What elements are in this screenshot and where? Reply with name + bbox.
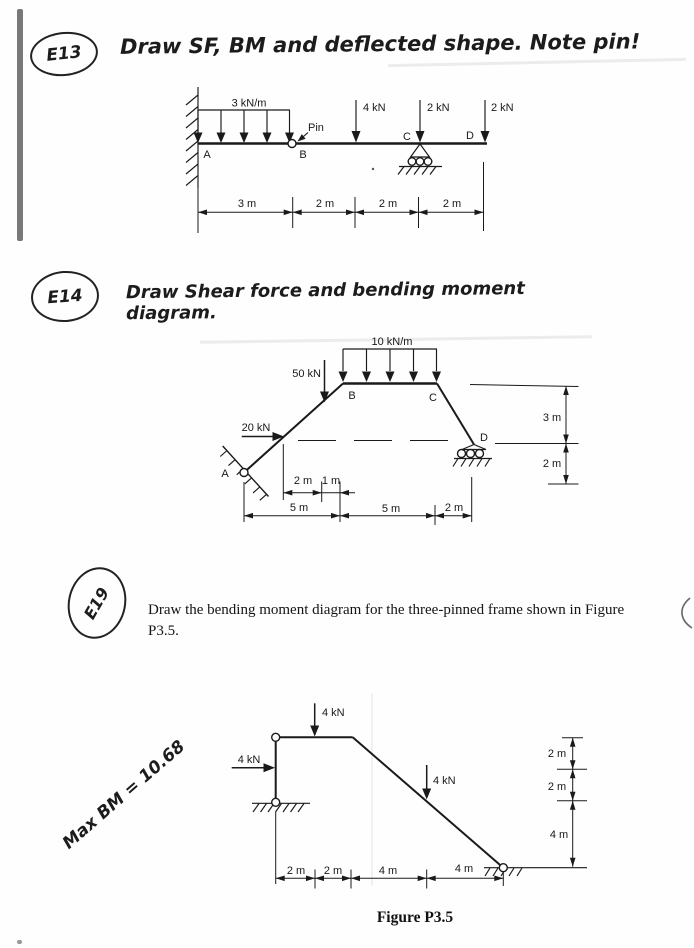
load-label: 4 kN — [322, 707, 345, 719]
point-load-50kn — [292, 360, 329, 403]
dim-label: 3 m — [542, 412, 562, 424]
load-label: 2 kN — [491, 102, 514, 114]
problem-badge-e14 — [29, 269, 100, 325]
node-a-label: A — [203, 149, 211, 161]
node-c-label: C — [429, 392, 437, 404]
badge-label: E19 — [80, 583, 114, 623]
pen-mark — [672, 596, 694, 632]
frame-diagram-e14 — [180, 330, 600, 535]
handwritten-answer-note: Max BM = 10.68 — [58, 736, 190, 854]
dim-label: 4 m — [378, 865, 398, 877]
dimension-lower-bottom — [244, 477, 472, 525]
dim-label: 2 m — [547, 748, 567, 760]
distributed-load — [339, 336, 442, 382]
point-load-mid — [422, 765, 455, 800]
dim-label: 2 m — [323, 865, 343, 877]
member-cd — [437, 384, 474, 445]
dim-label: 2 m — [378, 198, 398, 210]
node-d-label: D — [466, 130, 474, 142]
figure-caption: Figure P3.5 — [376, 909, 454, 926]
udl-label: 3 kN/m — [231, 97, 267, 110]
dim-label: 2 m — [547, 781, 567, 793]
load-label: 4 kN — [363, 102, 386, 114]
point-load-4kn — [352, 100, 386, 143]
dim-label: 2 m — [286, 865, 306, 877]
pin-label: Pin — [308, 122, 324, 134]
dimension-right — [548, 738, 587, 867]
dim-label: 3 m — [237, 198, 257, 210]
beam-diagram-e13 — [150, 85, 560, 240]
problem-title-e14: Draw Shear force and bending moment diagram. — [125, 278, 525, 325]
frame-diagram-e19 — [180, 690, 600, 895]
dim-label: 5 m — [289, 502, 309, 514]
roller-support-d — [453, 445, 492, 467]
scan-spine-bar — [17, 9, 23, 241]
top-hinge — [272, 733, 280, 741]
sloped-member — [353, 737, 504, 867]
point-load-20kn — [242, 422, 284, 441]
scan-streak — [388, 58, 686, 67]
dimension-lines — [198, 162, 484, 233]
distributed-load — [194, 98, 295, 144]
point-load-left — [232, 754, 275, 772]
roller-support-c — [398, 144, 442, 175]
statement-line: Draw the bending moment diagram for the three-pinned frame shown in Figure — [148, 602, 625, 618]
node-c-label: C — [403, 131, 411, 143]
problem-badge-e13 — [28, 29, 100, 80]
dim-label: 2 m — [442, 198, 462, 210]
udl-label: 10 kN/m — [371, 336, 413, 348]
problem-statement-e19 — [148, 600, 673, 642]
dim-label: 5 m — [381, 503, 401, 515]
problem-title-e13: Draw SF, BM and deflected shape. Note pin! — [119, 29, 641, 59]
load-label: 20 kN — [241, 422, 271, 434]
point-load-2kn-d — [481, 100, 514, 143]
load-label: 4 kN — [237, 754, 261, 766]
node-d-label: D — [480, 432, 488, 444]
dim-label: 2 m — [293, 475, 313, 487]
badge-label: E13 — [45, 42, 83, 66]
problem-badge-e19 — [61, 562, 133, 644]
dim-label: 2 m — [315, 198, 335, 210]
dim-label: 2 m — [444, 502, 464, 514]
dimension-bottom — [276, 812, 504, 889]
node-a-label: A — [221, 468, 229, 480]
dim-label: 4 m — [454, 863, 474, 875]
pin-support-right — [484, 864, 587, 876]
node-b-label: B — [348, 390, 356, 402]
statement-line: P3.5. — [148, 623, 179, 639]
scan-speck — [17, 940, 22, 944]
load-label: 50 kN — [292, 368, 321, 380]
dim-label: 1 m — [321, 475, 341, 487]
dim-label: 2 m — [542, 458, 562, 470]
dim-label: 4 m — [549, 829, 569, 841]
load-label: 4 kN — [433, 775, 456, 787]
point-load-2kn-c — [416, 100, 450, 143]
point-load-top — [310, 703, 344, 736]
scan-speck — [372, 168, 374, 170]
pin-support-left — [252, 798, 310, 812]
load-label: 2 kN — [427, 102, 450, 114]
node-b-label: B — [299, 149, 307, 161]
badge-label: E14 — [46, 285, 84, 308]
